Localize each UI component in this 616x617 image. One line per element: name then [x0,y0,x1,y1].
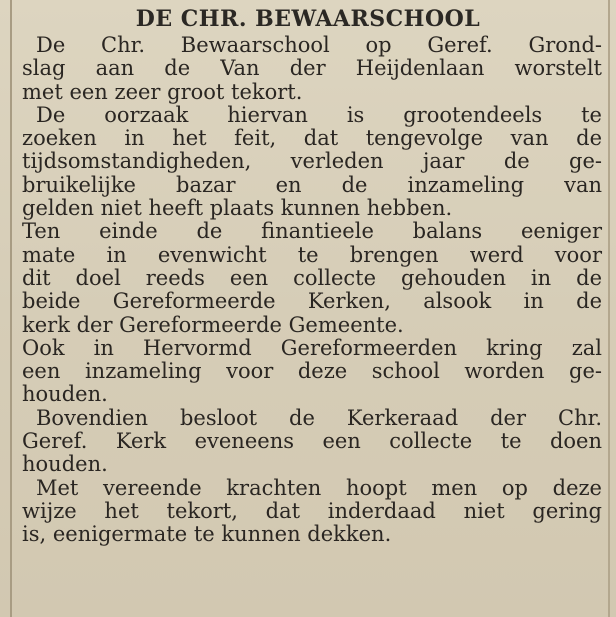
text-line: De oorzaak hiervan is grootendeels te [36,102,602,127]
text-line: is, eenigermate te kunnen dekken. [22,522,392,547]
paper-fold-line [10,0,12,617]
text-line: zoeken in het feit, dat tengevolge van de [22,126,602,151]
article-paragraph [22,219,602,337]
article-paragraph [22,102,602,221]
text-line: Met vereende krachten hoopt men op deze [36,475,602,500]
text-line: beide Gereformeerde Kerken, alsook in de [22,289,602,314]
text-line: gelden niet heeft plaats kunnen hebben. [22,196,453,221]
text-line: met een zeer groot tekort. [22,79,303,104]
text-line: wijze het tekort, dat inderdaad niet gering [22,498,602,523]
article-body [22,33,602,547]
text-line: dit doel reeds een collecte gehouden in de [22,265,602,290]
paper-edge-line [608,0,610,617]
text-line: De Chr. Bewaarschool op Geref. Grond- [36,33,602,57]
text-line: Bovendien besloot de Kerkeraad der Chr. [36,405,602,430]
text-line: slag aan de Van der Heijdenlaan worstelt [22,56,602,81]
text-line: Ten einde de finantieele balans eeniger [22,219,602,244]
text-line: mate in evenwicht te brengen werd voor [22,242,602,267]
article-paragraph [22,475,602,547]
article-headline: DE CHR. BEWAARSCHOOL [135,6,481,32]
article-paragraph [22,335,602,407]
article-paragraph [22,33,602,104]
text-line: houden. [22,382,108,407]
article-paragraph [22,405,602,477]
text-line: bruikelijke bazar en de inzameling van [22,172,602,197]
text-line: houden. [22,452,108,477]
text-line: Ook in Hervormd Gereformeerden kring zal [22,335,602,360]
text-line: kerk der Gereformeerde Gemeente. [22,312,404,337]
text-line: Geref. Kerk eveneens een collecte te doen [22,429,602,454]
text-line: een inzameling voor deze school worden ge- [22,359,602,384]
text-line: tijdsomstandigheden, verleden jaar de ge- [22,149,602,174]
